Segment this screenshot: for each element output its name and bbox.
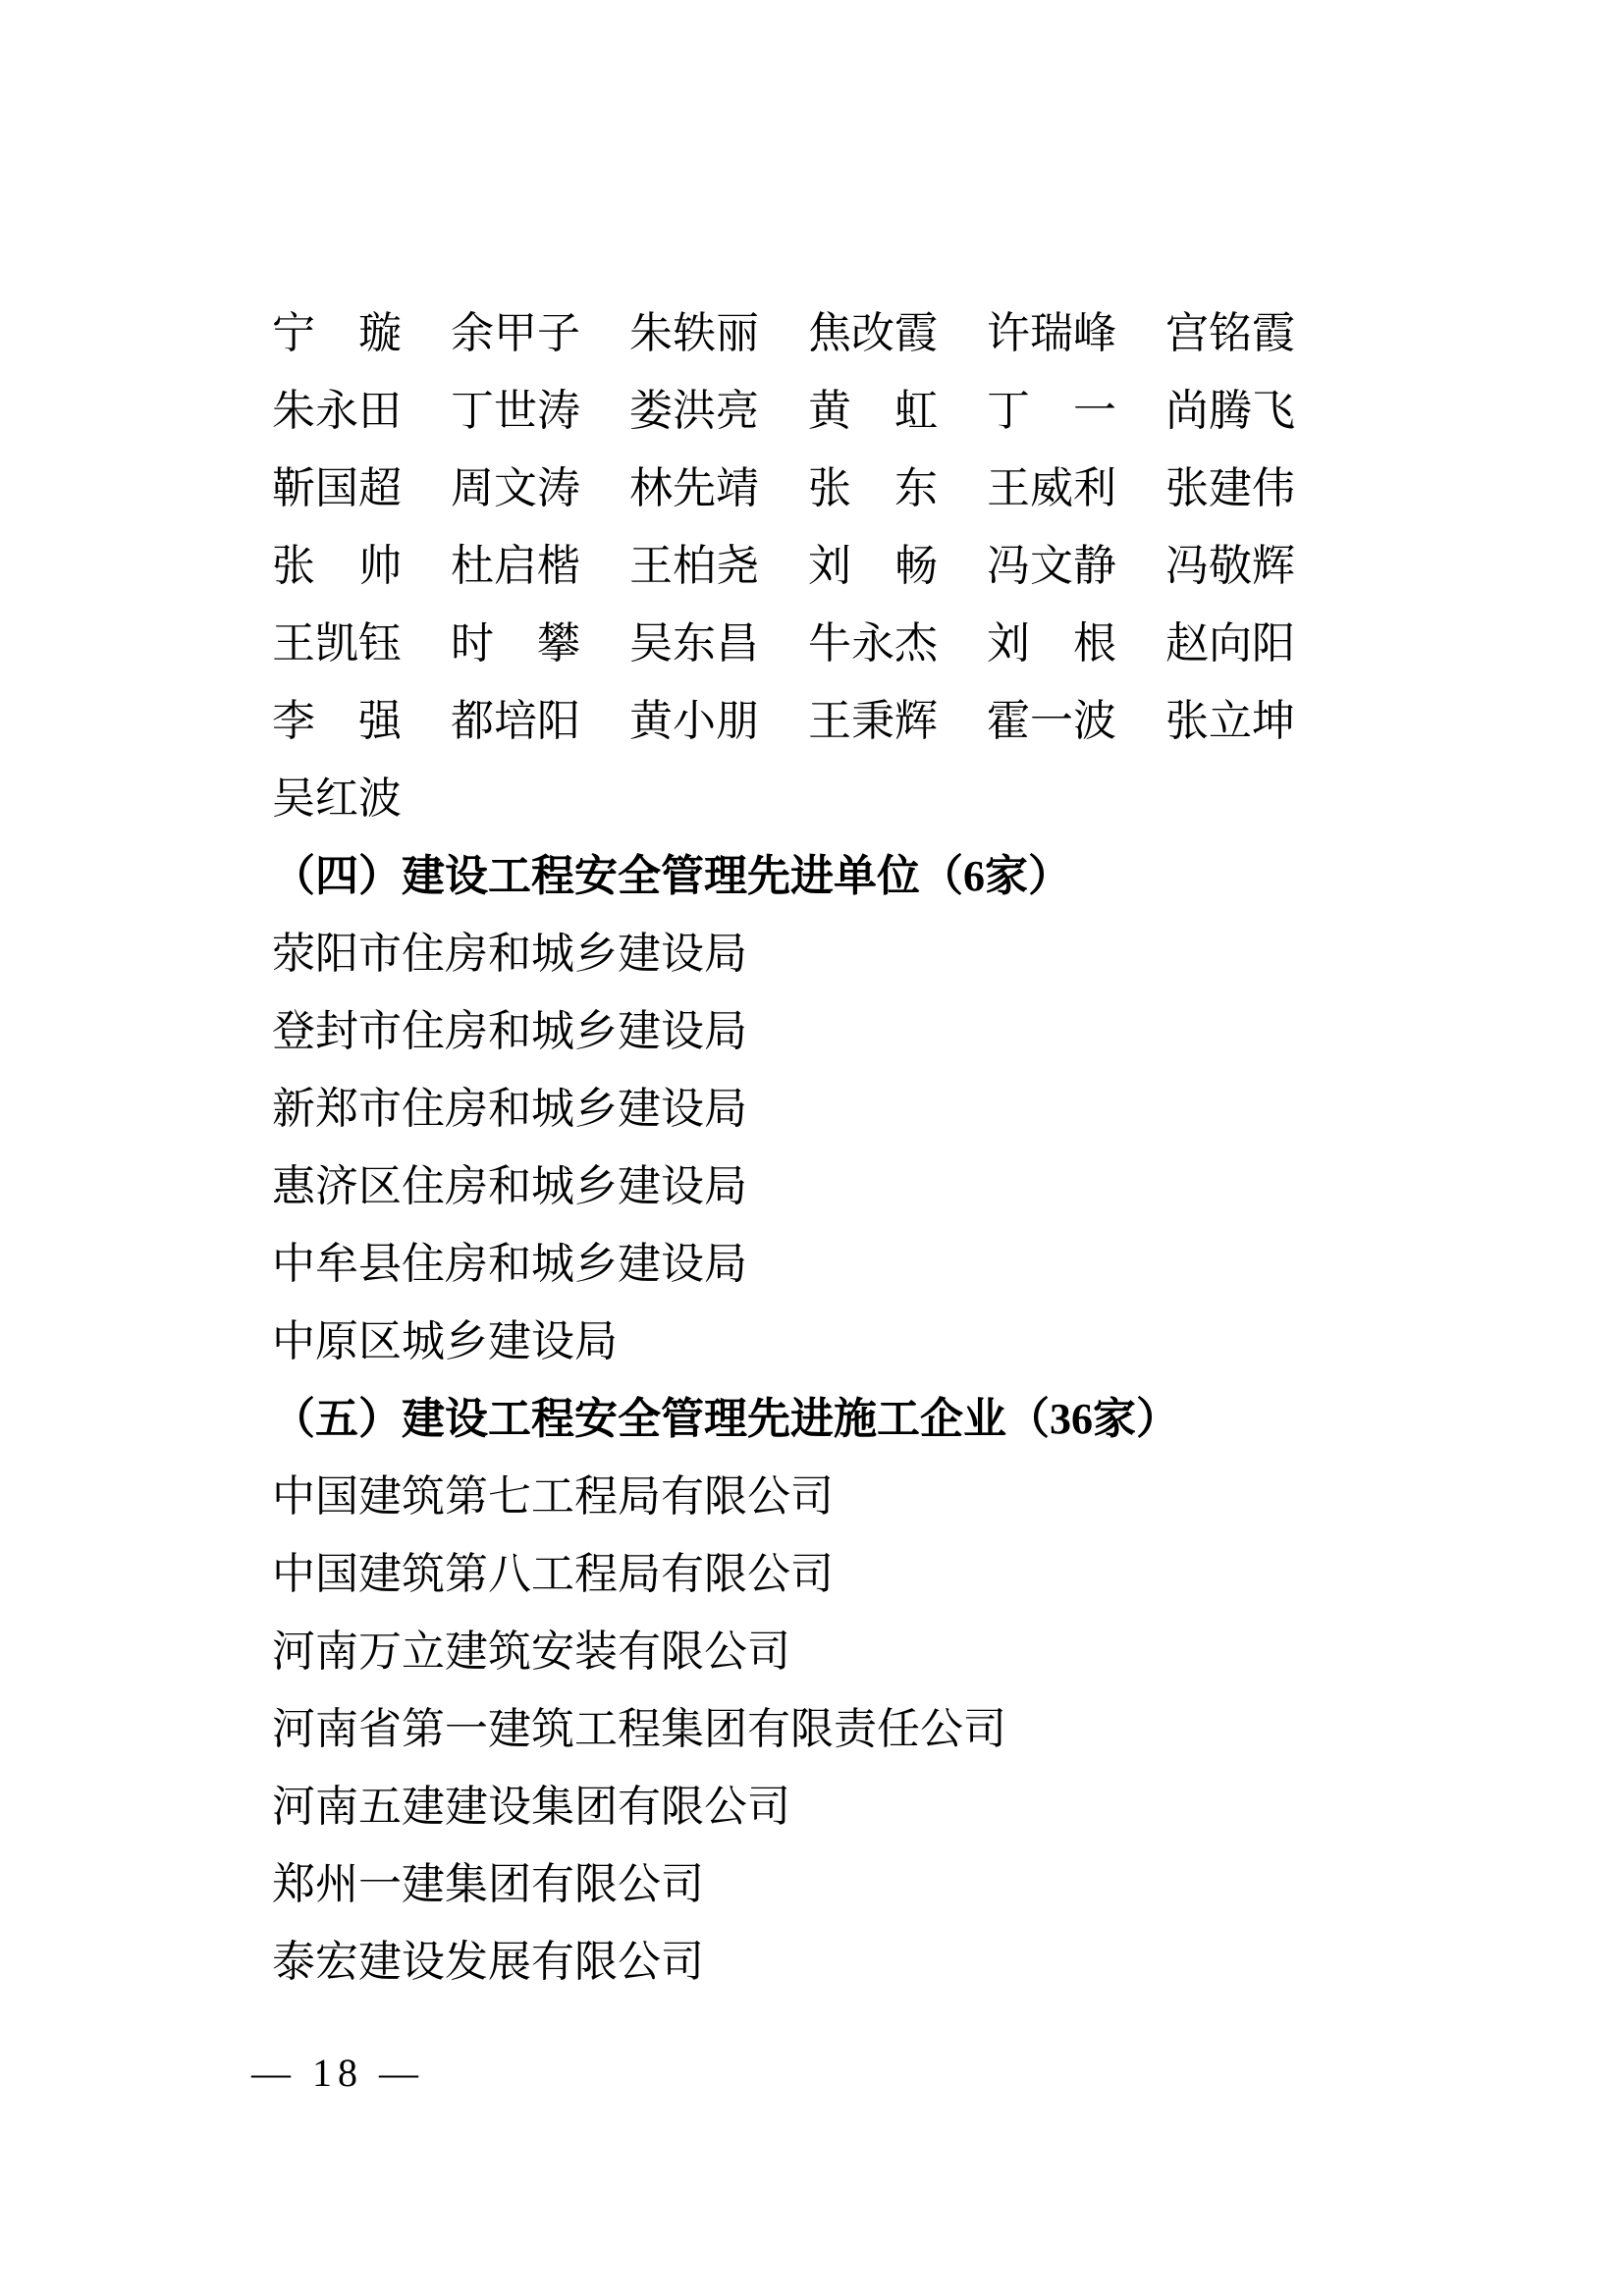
person-name: 刘 根 (987, 619, 1116, 667)
names-row-3 (272, 450, 1362, 527)
company-item: 河南省第一建筑工程集团有限责任公司 (272, 1705, 1006, 1753)
unit-item: 登封市住房和城乡建设局 (272, 1007, 747, 1055)
person-name: 张立坤 (1165, 697, 1295, 745)
person-name: 林先靖 (629, 464, 759, 512)
person-name: 尚腾飞 (1165, 387, 1295, 435)
person-name: 余甲子 (451, 309, 580, 357)
company-item: 中国建筑第七工程局有限公司 (272, 1472, 834, 1521)
person-name: 时 攀 (451, 619, 580, 667)
person-name: 牛永杰 (808, 619, 938, 667)
person-name: 靳国超 (272, 464, 402, 512)
person-name: 赵向阳 (1165, 619, 1295, 667)
company-item: 河南万立建筑安装有限公司 (272, 1628, 790, 1676)
page-number: — 18 — (251, 2051, 424, 2095)
person-name: 黄小朋 (629, 697, 759, 745)
names-row-6 (272, 682, 1362, 760)
company-item: 中国建筑第八工程局有限公司 (272, 1550, 834, 1598)
unit-item: 中牟县住房和城乡建设局 (272, 1240, 747, 1288)
names-row-1 (272, 294, 1362, 372)
person-name: 丁 一 (987, 387, 1116, 435)
person-name: 宁 璇 (272, 309, 402, 357)
names-row-5 (272, 605, 1362, 682)
person-name: 娄洪亮 (629, 387, 759, 435)
person-name: 张 东 (808, 464, 938, 512)
person-name: 张建伟 (1165, 464, 1295, 512)
person-name: 王柏尧 (629, 542, 759, 590)
document-body (272, 294, 1362, 2001)
names-row-2 (272, 372, 1362, 450)
names-row-4 (272, 527, 1362, 605)
person-name: 许瑞峰 (987, 309, 1116, 357)
unit-item: 惠济区住房和城乡建设局 (272, 1162, 747, 1210)
section-4-heading: （四）建设工程安全管理先进单位（6家） (272, 852, 1071, 900)
person-name: 冯敬辉 (1165, 542, 1295, 590)
person-name: 黄 虹 (808, 387, 938, 435)
unit-item: 中原区城乡建设局 (272, 1317, 618, 1365)
person-name: 王凯钰 (272, 619, 402, 667)
person-name: 吴红波 (272, 774, 402, 823)
unit-item: 荥阳市住房和城乡建设局 (272, 930, 747, 978)
company-item: 泰宏建设发展有限公司 (272, 1938, 704, 1986)
person-name: 周文涛 (451, 464, 580, 512)
person-name: 朱永田 (272, 387, 402, 435)
person-name: 都培阳 (451, 697, 580, 745)
person-name: 吴东昌 (629, 619, 759, 667)
section-5-heading: （五）建设工程安全管理先进施工企业（36家） (272, 1395, 1179, 1443)
unit-item: 新郑市住房和城乡建设局 (272, 1085, 747, 1133)
person-name: 朱轶丽 (629, 309, 759, 357)
person-name: 王秉辉 (808, 697, 938, 745)
person-name: 冯文静 (987, 542, 1116, 590)
person-name: 杜启楷 (451, 542, 580, 590)
person-name: 张 帅 (272, 542, 402, 590)
person-name: 王威利 (987, 464, 1116, 512)
person-name: 霍一波 (987, 697, 1116, 745)
company-item: 河南五建建设集团有限公司 (272, 1783, 790, 1831)
person-name: 李 强 (272, 697, 402, 745)
person-name: 宫铭霞 (1165, 309, 1295, 357)
company-item: 郑州一建集团有限公司 (272, 1860, 704, 1908)
person-name: 刘 畅 (808, 542, 938, 590)
person-name: 焦改霞 (808, 309, 938, 357)
person-name: 丁世涛 (451, 387, 580, 435)
